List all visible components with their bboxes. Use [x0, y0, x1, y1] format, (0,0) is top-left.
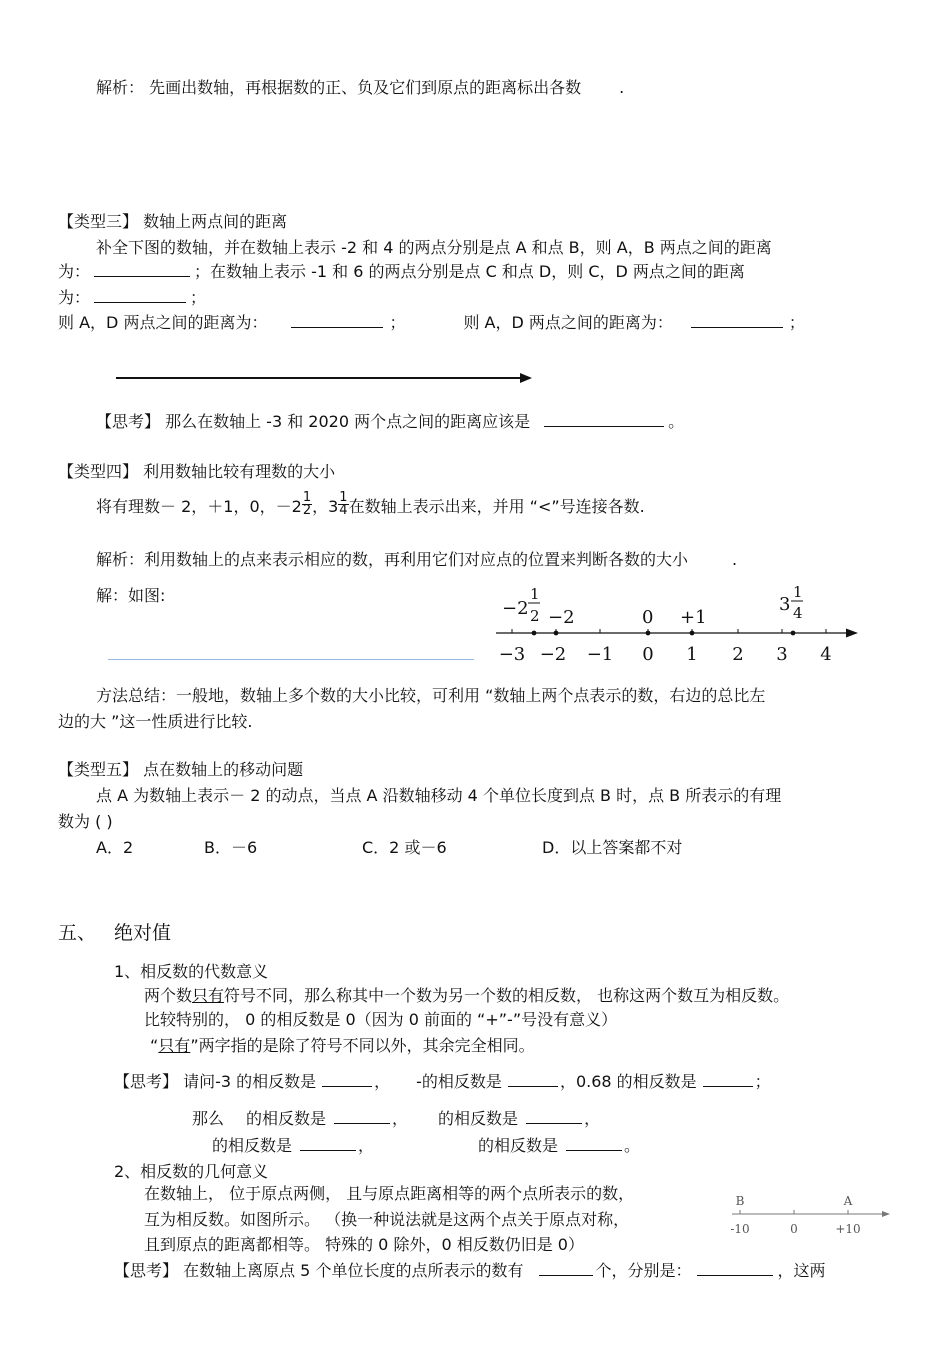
- type3-heading: 【类型三】 数轴上两点间的距离: [58, 212, 288, 231]
- point-label: −2: [502, 598, 529, 619]
- tick-label: 3: [776, 644, 788, 665]
- type4-prompt: 将有理数－ 2，＋1，0，－2 $\frac{1}{2}$ ，3 $\frac{1}{4}$ 在数轴上表示出来，并用 “<”号连接各数.: [96, 490, 645, 518]
- section-number: 五、: [58, 922, 97, 944]
- answer-blank: [508, 1072, 558, 1087]
- answer-blank: [544, 412, 664, 427]
- point-label: 0: [642, 607, 654, 628]
- analysis-line: 解析： 先画出数轴，再根据数的正、负及它们到原点的距离标出各数 .: [96, 78, 625, 97]
- think-opposites-2: 那么 的相反数是 ， 的相反数是 ，: [192, 1109, 601, 1128]
- tick-label: 1: [686, 644, 698, 665]
- summary-line2: 边的大 ”这一性质进行比较.: [58, 712, 253, 731]
- option-d: D．以上答案都不对: [542, 838, 683, 857]
- option-a: A．2: [96, 838, 134, 857]
- think-distance: 【思考】 在数轴上离原点 5 个单位长度的点所表示的数有 个，分别是： ，这两: [114, 1261, 826, 1280]
- answer-blank: [526, 1109, 582, 1124]
- point-label: 3: [779, 594, 791, 615]
- point-label-b: B: [735, 1194, 745, 1208]
- tick-label: 4: [820, 644, 832, 665]
- answer-blank: [94, 262, 190, 277]
- answer-blank: [300, 1136, 356, 1151]
- answer-blank: [94, 288, 186, 303]
- section-title: 绝对值: [114, 922, 172, 944]
- point-label: +1: [680, 607, 707, 628]
- tick-label: −2: [539, 644, 567, 665]
- arrow-head-icon: [846, 629, 858, 638]
- geo-line2: 互为相反数。如图所示。 （换一种说法就是这两个点关于原点对称，: [144, 1210, 630, 1229]
- point-label: 1: [530, 585, 540, 603]
- tick-label: 0: [642, 644, 654, 665]
- geo-line3: 且到原点的距离都相等。 特殊的 0 除外，0 相反数仍旧是 0）: [144, 1235, 584, 1254]
- think-opposites-3: 的相反数是 ， 的相反数是 。: [212, 1136, 641, 1155]
- para-2: 比较特别的， 0 的相反数是 0（因为 0 前面的 “+”-”号没有意义）: [144, 1010, 618, 1029]
- answer-blank: [291, 313, 383, 328]
- type3-line4: 则 A，D 两点之间的距离为： ； 则 A，D 两点之间的距离为： ；: [58, 313, 805, 332]
- number-line-figure: [490, 585, 865, 670]
- type3-line3: 为： ；: [58, 288, 207, 307]
- subheading-1: 1、相反数的代数意义: [114, 962, 269, 981]
- type4-heading: 【类型四】 利用数轴比较有理数的大小: [58, 462, 336, 481]
- blank-number-line: [112, 370, 536, 386]
- fraction: $\frac{1}{2}$: [302, 490, 312, 518]
- point-3-quarter: [791, 631, 796, 636]
- para-1: 两个数只有符号不同，那么称其中一个数为另一个数的相反数， 也称这两个数互为相反数。: [144, 986, 790, 1005]
- divider: [108, 659, 474, 660]
- arrow-head-icon: [520, 373, 532, 383]
- point-label: 1: [793, 585, 803, 601]
- type5-line1: 点 A 为数轴上表示－ 2 的动点，当点 A 沿数轴移动 4 个单位长度到点 B 时，点 B 所表示的有理: [96, 786, 782, 805]
- point-label: 4: [793, 604, 803, 622]
- point-neg-2-half: [532, 631, 537, 636]
- think-opposites: 【思考】 请问-3 的相反数是 ， -的相反数是 ，0.68 的相反数是 ；: [114, 1072, 771, 1091]
- answer-blank: [697, 1261, 773, 1276]
- tick-label: -10: [730, 1222, 750, 1236]
- summary-line1: 方法总结：一般地，数轴上多个数的大小比较，可利用 “数轴上两个点表示的数，右边的总比左: [96, 686, 766, 705]
- type5-line2: 数为 ( ): [58, 812, 113, 831]
- answer-blank: [566, 1136, 622, 1151]
- point-neg-2: [554, 631, 559, 636]
- tick-label: −1: [586, 644, 614, 665]
- answer-blank: [703, 1072, 753, 1087]
- point-label-a: A: [843, 1194, 853, 1208]
- option-c: C．2 或－6: [362, 838, 447, 857]
- type4-solution: 解：如图:: [96, 586, 166, 605]
- type3-line2: 为： ；在数轴上表示 -1 和 6 的两点分别是点 C 和点 D，则 C，D 两点之间的距离: [58, 262, 745, 281]
- arrow-head-icon: [882, 1211, 890, 1217]
- point-plus-1: [690, 631, 695, 636]
- symmetry-figure: [724, 1188, 894, 1240]
- point-label: 2: [530, 607, 540, 625]
- answer-blank: [691, 313, 783, 328]
- tick-label: 0: [790, 1222, 798, 1236]
- option-b: B．－6: [204, 838, 258, 857]
- geo-line1: 在数轴上， 位于原点两侧， 且与原点距离相等的两个点所表示的数，: [144, 1184, 635, 1203]
- tick-label: 2: [732, 644, 744, 665]
- tick-label: +10: [835, 1222, 861, 1236]
- type4-analysis: 解析：利用数轴上的点来表示相应的数，再利用它们对应点的位置来判断各数的大小 .: [96, 550, 738, 569]
- subheading-2: 2、相反数的几何意义: [114, 1162, 269, 1181]
- point-label: −2: [548, 607, 575, 628]
- think1-line: 【思考】 那么在数轴上 -3 和 2020 两个点之间的距离应该是 。: [96, 412, 685, 431]
- answer-blank: [322, 1072, 372, 1087]
- answer-blank: [334, 1109, 390, 1124]
- type5-heading: 【类型五】 点在数轴上的移动问题: [58, 760, 304, 779]
- point-zero: [646, 631, 651, 636]
- type3-line1: 补全下图的数轴，并在数轴上表示 -2 和 4 的两点分别是点 A 和点 B，则 A，B 两点之间的距离: [96, 238, 772, 257]
- answer-blank: [539, 1261, 593, 1276]
- fraction: $\frac{1}{4}$: [339, 490, 348, 518]
- para-3: “只有”两字指的是除了符号不同以外，其余完全相同。: [150, 1036, 535, 1055]
- tick-label: −3: [498, 644, 526, 665]
